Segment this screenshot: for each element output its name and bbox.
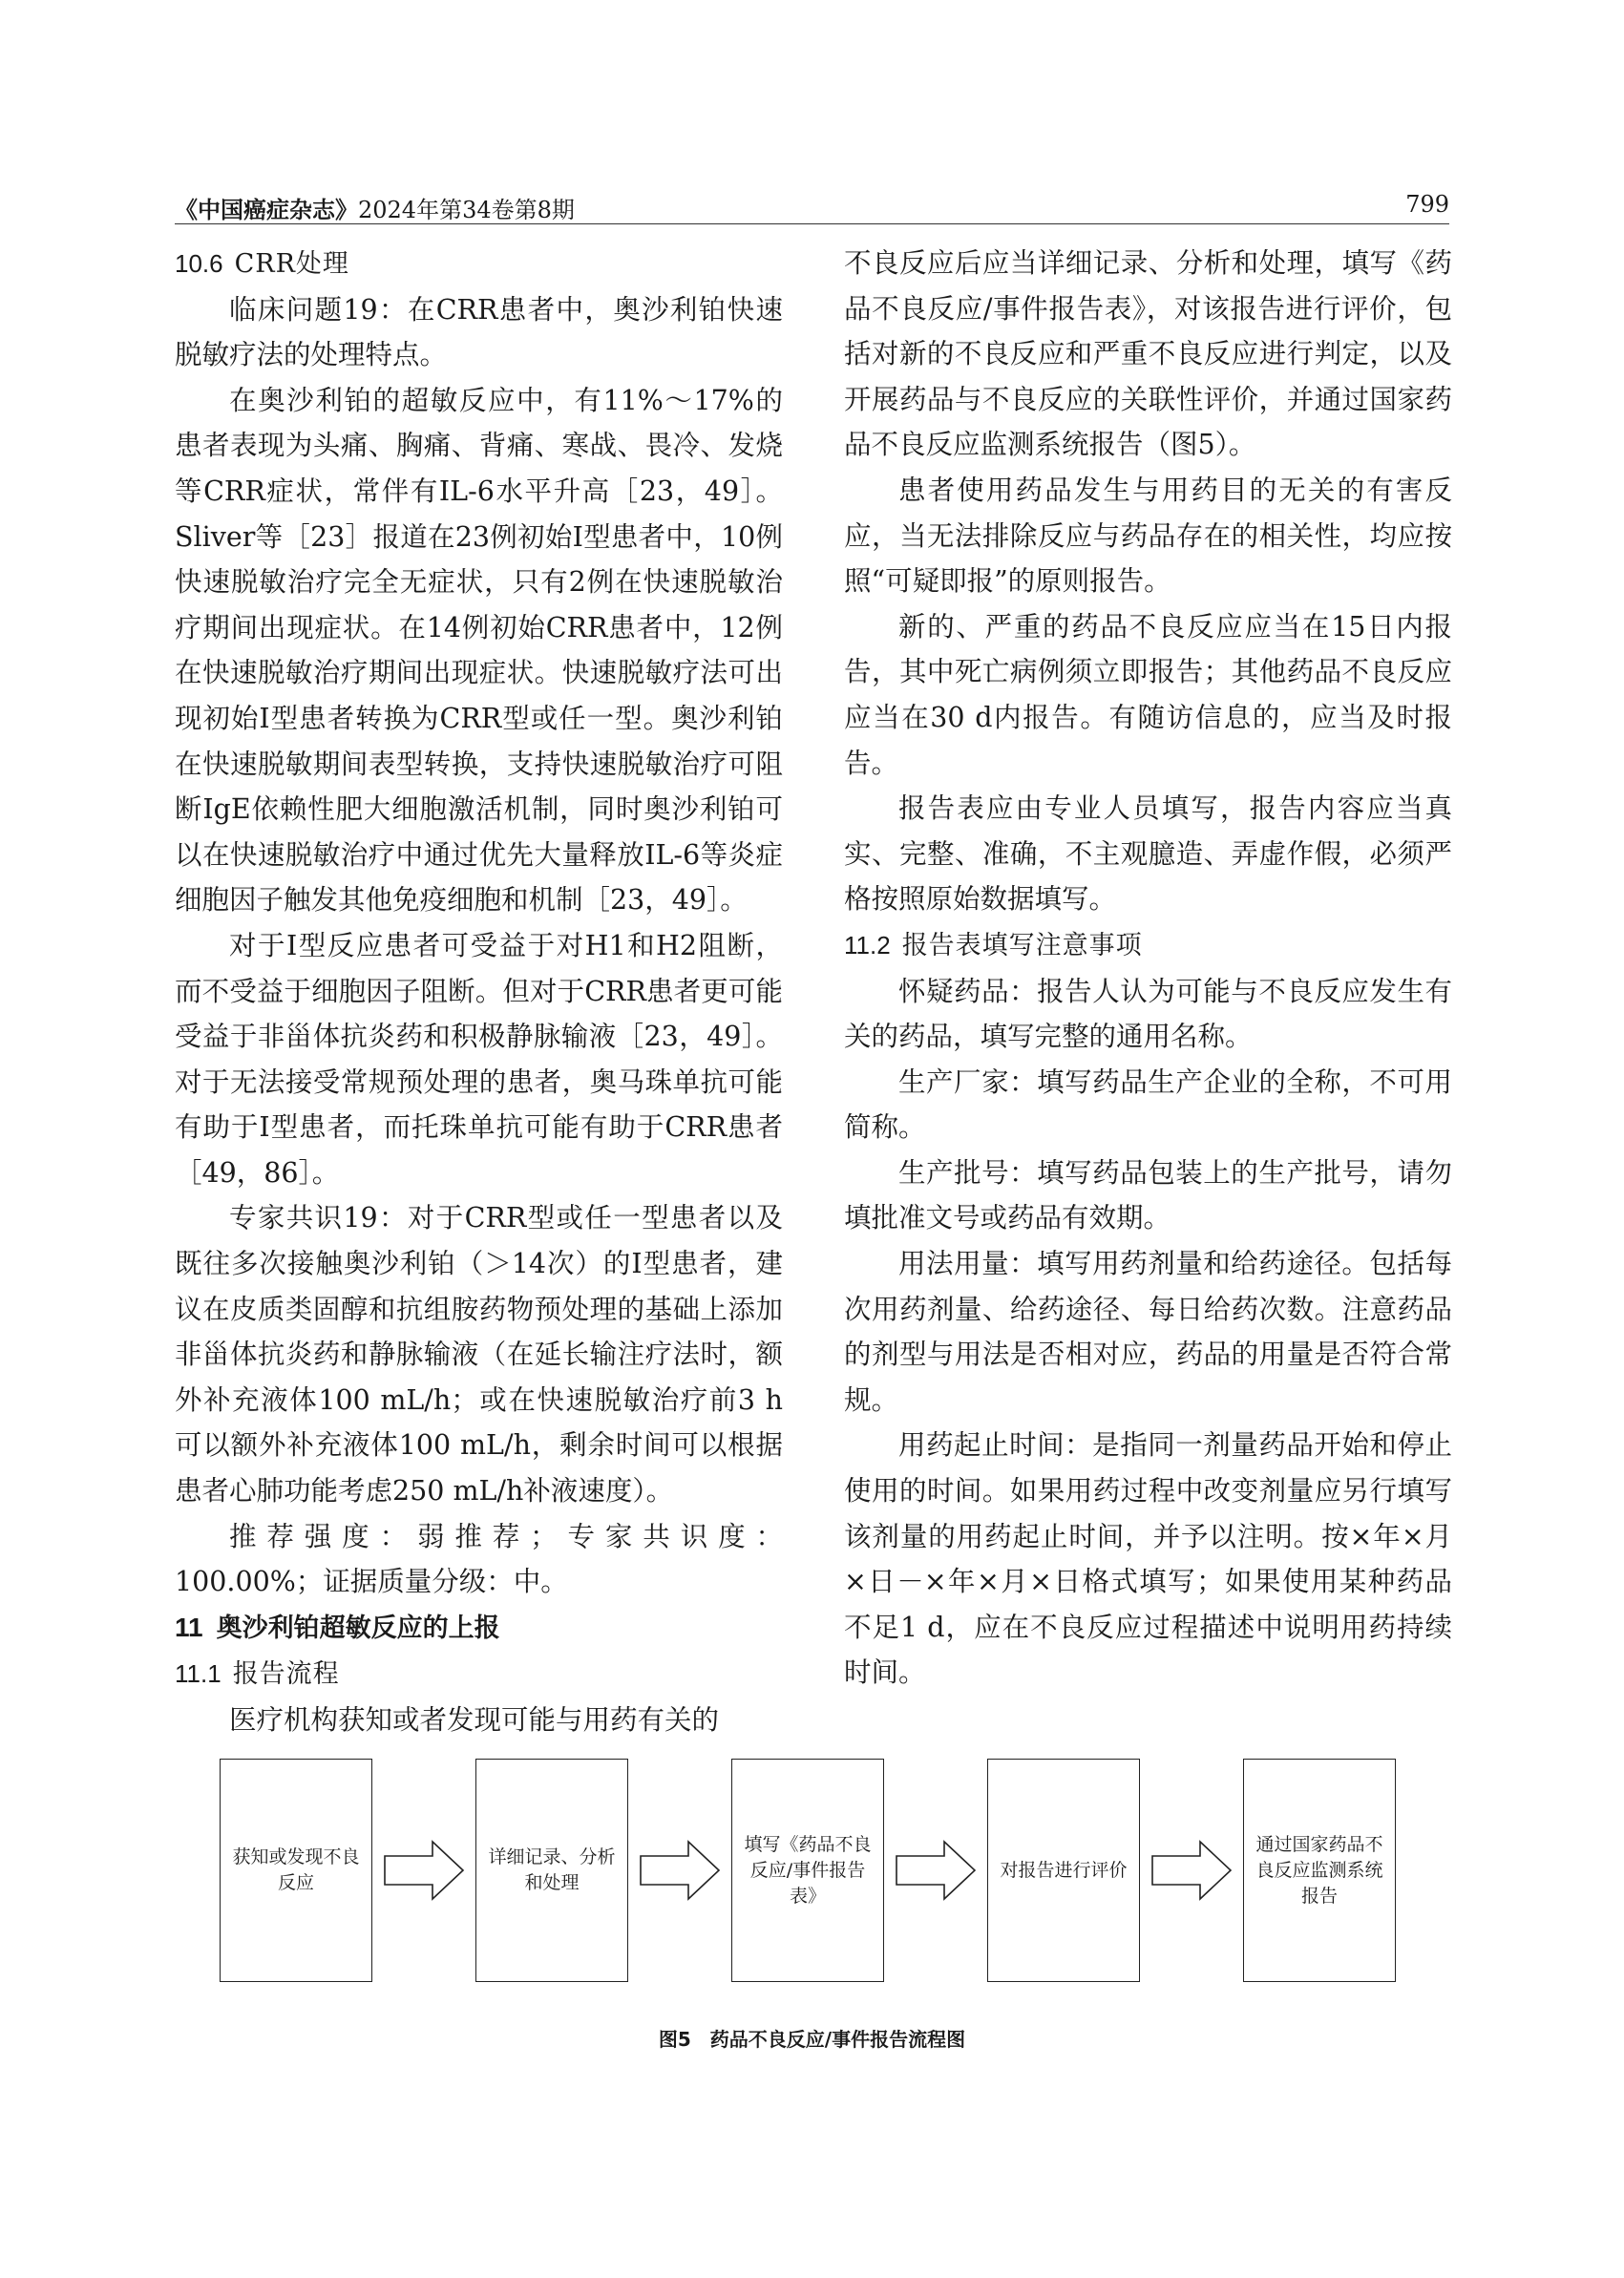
body-paragraph: 生产批号：填写药品包装上的生产批号，请勿填批准文号或药品有效期。: [844, 1156, 1452, 1234]
flow-step-2: 详细记录、分析和处理: [475, 1759, 628, 1982]
flow-step-5: 通过国家药品不良反应监测系统报告: [1243, 1759, 1396, 1982]
body-paragraph: 在奥沙利铂的超敏反应中，有11%～17%的患者表现为头痛、胸痛、背痛、寒战、畏冷、发烧等CRR症状，常伴有IL-6水平升高［23，49］。Sliver等［23］报道在23例初始Ⅰ型患者中，10例快速脱敏治疗完全无症状，只有2例在快速脱敏治疗期间出现症状。在14例初始CRR患者中，12例在快速脱敏治疗期间出现症状。快速脱敏疗法可出现初始Ⅰ型患者转换为CRR型或任一型。奥沙利铂在快速脱敏期间表型转换，支持快速脱敏治疗可阻断IgE依赖性肥大细胞激活机制，同时奥沙利铂可以在快速脱敏治疗中通过优先大量释放IL-6等炎症细胞因子触发其他免疫细胞和机制［23，49］。: [175, 384, 783, 917]
body-paragraph: 对于Ⅰ型反应患者可受益于对H1和H2阻断，而不受益于细胞因子阻断。但对于CRR患者更可能受益于非甾体抗炎药和积极静脉输液［23，49］。对于无法接受常规预处理的患者，奥马珠单抗可能有助于Ⅰ型患者，而托珠单抗可能有助于CRR患者［49，86］。: [175, 929, 783, 1189]
body-paragraph: 患者使用药品发生与用药目的无关的有害反应，当无法排除反应与药品存在的相关性，均应按照“可疑即报”的原则报告。: [844, 474, 1452, 598]
flow-arrow-icon: [895, 1840, 977, 1901]
body-paragraph: 医疗机构获知或者发现可能与用药有关的: [229, 1704, 720, 1736]
left-column: [175, 241, 783, 1743]
flow-step-4: 对报告进行评价: [987, 1759, 1140, 1982]
right-column: [844, 241, 1452, 1696]
body-paragraph: 怀疑药品：报告人认为可能与不良反应发生有关的药品，填写完整的通用名称。: [844, 975, 1452, 1053]
flow-step-3: 填写《药品不良反应/事件报告表》: [731, 1759, 884, 1982]
section-heading: [844, 922, 1452, 969]
flowchart-figure: [220, 1759, 1403, 1988]
flow-arrow-icon: [383, 1840, 465, 1901]
section-number: 11: [175, 1612, 203, 1642]
flow-step-1: 获知或发现不良反应: [220, 1759, 372, 1982]
body-paragraph: 新的、严重的药品不良反应应当在15日内报告，其中死亡病例须立即报告；其他药品不良反应应当在30 d内报告。有随访信息的，应当及时报告。: [844, 610, 1452, 779]
page-number: 799: [1405, 191, 1449, 218]
body-paragraph: 推荐强度：弱推荐；专家共识度：100.00%；证据质量分级：中。: [175, 1520, 783, 1598]
section-heading: [175, 241, 783, 287]
section-title: 报告流程: [232, 1659, 340, 1690]
header-rule: [175, 223, 1449, 224]
section-title: 报告表填写注意事项: [901, 930, 1143, 960]
section-heading: [175, 1605, 783, 1652]
section-heading: [175, 1651, 783, 1698]
section-number: 10.6: [175, 249, 223, 278]
body-paragraph: 用药起止时间：是指同一剂量药品开始和停止使用的时间。如果用药过程中改变剂量应另行填写该剂量的用药起止时间，并予以注明。按×年×月×日－×年×月×日格式填写；如果使用某种药品不足1 d，应在不良反应过程描述中说明用药持续时间。: [844, 1429, 1452, 1689]
flow-arrow-icon: [1150, 1840, 1233, 1901]
section-number: 11.1: [175, 1659, 221, 1689]
section-number: 11.2: [844, 930, 891, 960]
body-paragraph: 不良反应后应当详细记录、分析和处理，填写《药品不良反应/事件报告表》，对该报告进行评价，包括对新的不良反应和严重不良反应进行判定，以及开展药品与不良反应的关联性评价，并通过国家药品不良反应监测系统报告（图5）。: [844, 247, 1452, 461]
body-paragraph: 生产厂家：填写药品生产企业的全称，不可用简称。: [844, 1065, 1452, 1144]
journal-title: 《中国癌症杂志》2024年第34卷第8期: [175, 196, 575, 223]
body-paragraph: 临床问题19：在CRR患者中，奥沙利铂快速脱敏疗法的处理特点。: [175, 293, 783, 371]
section-title: CRR处理: [234, 249, 349, 279]
body-paragraph: 报告表应由专业人员填写，报告内容应当真实、完整、准确，不主观臆造、弄虚作假，必须严格按照原始数据填写。: [844, 792, 1452, 916]
body-paragraph: 专家共识19：对于CRR型或任一型患者以及既往多次接触奥沙利铂（＞14次）的Ⅰ型患者，建议在皮质类固醇和抗组胺药物预处理的基础上添加非甾体抗炎药和静脉输液（在延长输注疗法时，额外补充液体100 mL/h；或在快速脱敏治疗前3 h可以额外补充液体100 mL/h，剩余时间可以根据患者心肺功能考虑250 mL/h补液速度）。: [175, 1202, 783, 1508]
section-title: 奥沙利铂超敏反应的上报: [216, 1613, 500, 1643]
flow-arrow-icon: [639, 1840, 721, 1901]
figure-caption: 图5 药品不良反应/事件报告流程图: [658, 2028, 966, 2051]
body-paragraph: 用法用量：填写用药剂量和给药途径。包括每次用药剂量、给药途径、每日给药次数。注意药品的剂型与用法是否相对应，药品的用量是否符合常规。: [844, 1248, 1452, 1416]
